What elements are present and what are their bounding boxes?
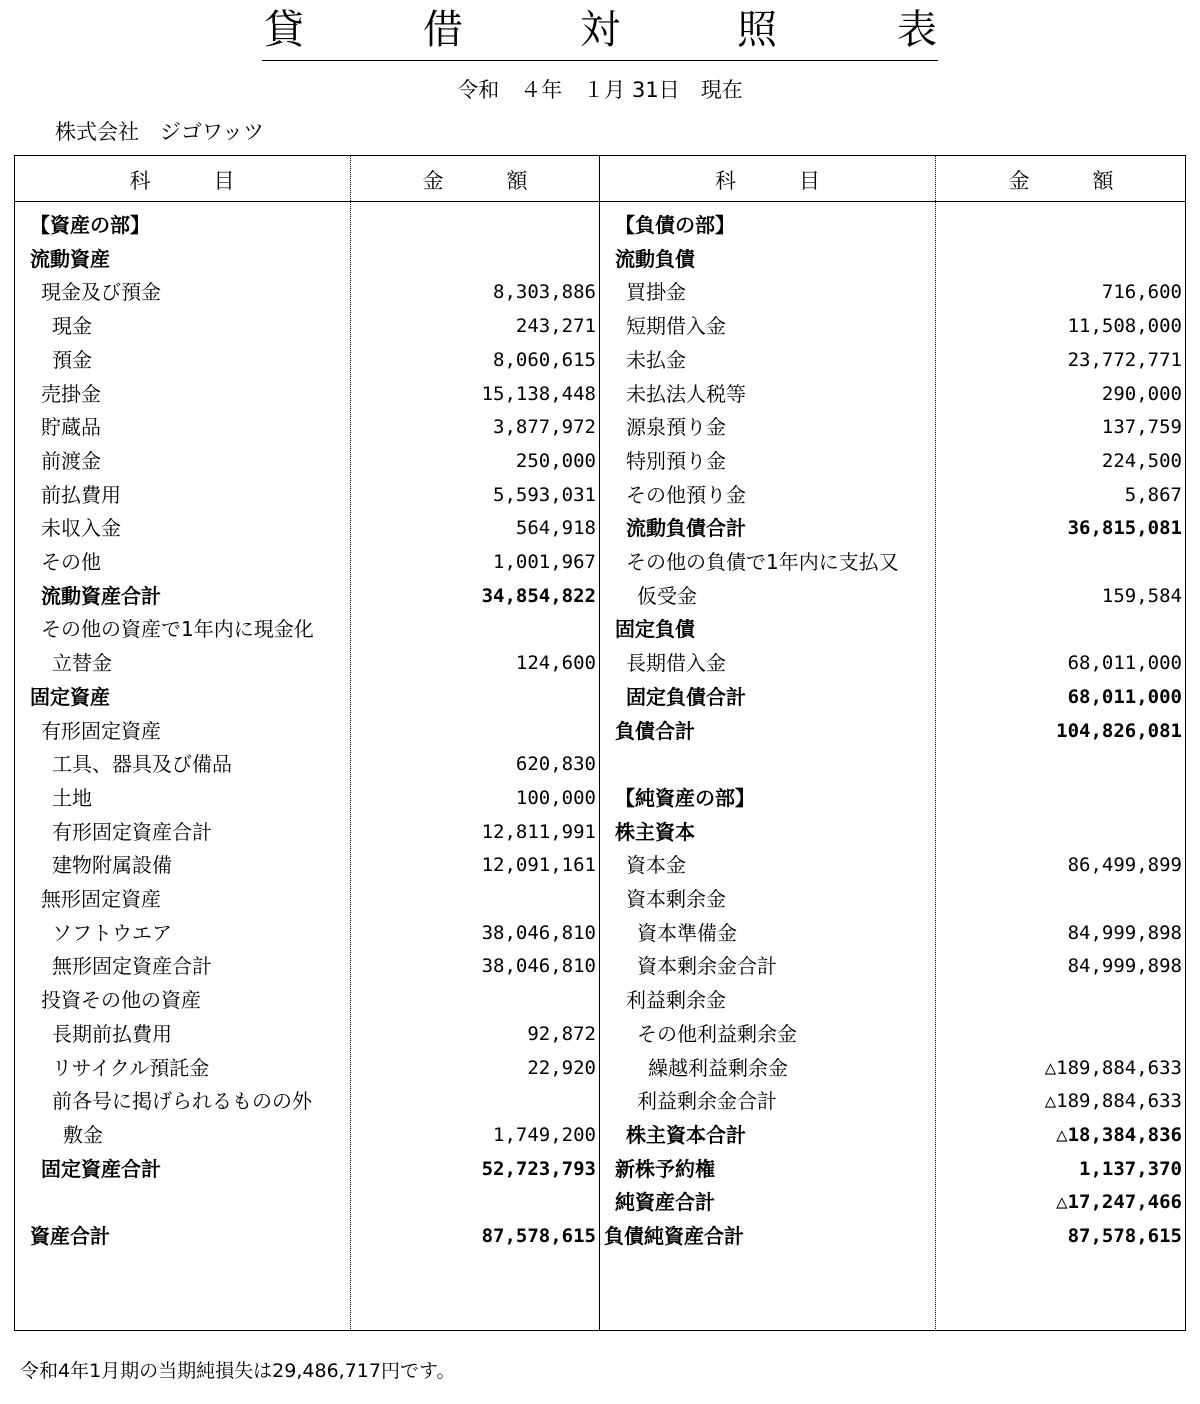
left-row-label: 有形固定資産合計 (52, 819, 212, 844)
right-row-label: 資本金 (626, 853, 686, 878)
right-row-amount: 716,600 (1101, 281, 1182, 304)
right-row-label: 固定負債合計 (626, 684, 746, 709)
right-row-amount: 36,815,081 (1067, 517, 1182, 540)
left-row-amount (352, 209, 596, 241)
right-row-label: 【負債の部】 (615, 213, 735, 237)
title-char: 貸 (264, 7, 304, 53)
right-row-amount: △17,247,466 (1056, 1191, 1182, 1214)
left-row-amount: 52,723,793 (481, 1157, 596, 1180)
right-row-amount (937, 883, 1182, 915)
left-row-amount: 92,872 (527, 1022, 596, 1045)
right-row-label: その他の負債で1年内に支払又 (626, 550, 899, 574)
left-row-label: その他 (41, 550, 101, 574)
left-row-label: 預金 (52, 347, 92, 372)
left-row-label: 現金及び預金 (41, 280, 161, 305)
right-row-label: 流動負債合計 (626, 516, 746, 541)
left-row-label: 立替金 (52, 651, 112, 676)
left-row-label: 前渡金 (41, 448, 101, 473)
left-row-amount: 34,854,822 (481, 584, 596, 607)
left-row-amount: 100,000 (515, 786, 596, 809)
title-char: 借 (423, 7, 463, 53)
right-row-amount: △189,884,633 (1044, 1090, 1182, 1113)
left-row-label: 売掛金 (41, 381, 101, 406)
left-row-amount (352, 243, 596, 275)
company-name: 株式会社 ジゴワッツ (55, 120, 264, 144)
left-row-amount: 15,138,448 (481, 382, 596, 405)
right-row-amount (937, 984, 1182, 1016)
right-row-label: 負債合計 (615, 718, 695, 743)
left-row-amount: 1,001,967 (493, 551, 596, 573)
left-row-label: 建物附属設備 (52, 853, 172, 878)
right-row-amount: 87,578,615 (1067, 1225, 1182, 1247)
left-row-amount (352, 613, 596, 645)
left-row-label: 資産合計 (30, 1224, 110, 1248)
left-row-amount: 620,830 (515, 753, 596, 776)
right-row-label: その他預り金 (626, 482, 746, 507)
left-row-amount (352, 883, 596, 915)
right-row-label: 新株予約権 (615, 1156, 715, 1181)
center-divider (599, 155, 600, 1331)
left-row-label: ソフトウエア (52, 920, 172, 945)
left-row-amount: 12,811,991 (481, 820, 596, 843)
right-row-amount (937, 782, 1182, 814)
right-row-label: 流動負債 (615, 246, 695, 271)
left-row-label: 土地 (52, 785, 92, 810)
right-row-amount: 84,999,898 (1067, 955, 1182, 978)
right-row-amount: 137,759 (1101, 416, 1182, 439)
header-amount-right: 金 額 (1008, 169, 1114, 193)
left-row-label: 【資産の部】 (30, 213, 150, 237)
left-row-amount: 124,600 (515, 652, 596, 675)
left-row-label: 流動資産 (30, 246, 110, 271)
as-of-date: 令和 ４年 １月 31日 現在 (457, 78, 743, 102)
column-divider (350, 155, 351, 1331)
right-row-amount: 68,011,000 (1067, 652, 1182, 675)
column-divider (935, 155, 936, 1331)
right-row-label: 【純資産の部】 (615, 785, 755, 810)
right-row-label: 株主資本合計 (626, 1122, 746, 1147)
left-row-amount: 87,578,615 (481, 1225, 596, 1247)
right-row-label: 長期借入金 (626, 651, 726, 676)
left-row-amount: 12,091,161 (481, 854, 596, 877)
left-row-label: 現金 (52, 314, 92, 339)
left-row-label: 貯蔵品 (41, 415, 101, 440)
left-row-amount: 250,000 (515, 449, 596, 472)
header-subject-left: 科 目 (129, 169, 235, 193)
left-row-label: 長期前払費用 (52, 1021, 172, 1046)
left-row-amount: 8,060,615 (493, 348, 596, 371)
right-row-amount (937, 1018, 1182, 1050)
right-row-amount (937, 613, 1182, 645)
right-row-amount (937, 816, 1182, 848)
left-row-label: 無形固定資産 (41, 887, 161, 911)
left-row-label: 無形固定資産合計 (52, 954, 212, 979)
right-row-label: 短期借入金 (626, 314, 726, 339)
right-row-label: 未払金 (626, 347, 686, 372)
left-row-amount: 8,303,886 (493, 281, 596, 304)
header-divider (14, 201, 1186, 202)
right-row-label: 資本剰余金 (626, 887, 726, 911)
header-subject-right: 科 目 (715, 169, 820, 193)
right-row-amount: 86,499,899 (1067, 854, 1182, 877)
right-row-label: 固定負債 (615, 617, 695, 642)
right-row-amount: 5,867 (1124, 483, 1182, 506)
left-row-label: 前各号に掲げられるものの外 (52, 1089, 312, 1114)
right-row-label: 未払法人税等 (626, 381, 746, 406)
left-row-label: 前払費用 (41, 482, 121, 507)
right-row-amount: 224,500 (1101, 449, 1182, 472)
left-row-amount: 38,046,810 (481, 921, 596, 944)
footnote: 令和4年1月期の当期純損失は29,486,717円です。 (20, 1360, 456, 1382)
right-row-label: 買掛金 (626, 280, 686, 305)
title-char: 照 (737, 7, 777, 53)
left-row-label: その他の資産で1年内に現金化 (41, 617, 314, 642)
left-row-amount: 3,877,972 (493, 416, 596, 439)
left-row-amount: 22,920 (527, 1056, 596, 1079)
right-row-label: 仮受金 (637, 583, 697, 608)
right-row-amount (937, 209, 1182, 241)
right-row-amount: 84,999,898 (1067, 921, 1182, 944)
left-row-label: リサイクル預託金 (52, 1055, 210, 1080)
left-row-amount: 243,271 (515, 315, 596, 338)
left-row-label: 投資その他の資産 (41, 988, 201, 1013)
right-row-label: 純資産合計 (615, 1190, 715, 1215)
right-row-label: 源泉預り金 (626, 415, 726, 440)
title-char: 対 (580, 7, 620, 53)
title-char: 表 (897, 7, 937, 53)
left-row-amount (352, 681, 596, 713)
left-row-label: 敷金 (63, 1122, 103, 1147)
document-title (262, 4, 938, 61)
left-row-label: 固定資産合計 (41, 1156, 161, 1181)
left-row-label: 固定資産 (30, 684, 110, 709)
left-row-label: 有形固定資産 (41, 718, 161, 743)
right-row-amount: 104,826,081 (1056, 719, 1182, 742)
left-row-amount (352, 984, 596, 1016)
right-row-label: 株主資本 (615, 819, 695, 844)
right-row-label: 資本剰余金合計 (637, 954, 777, 979)
left-row-amount (352, 1085, 596, 1117)
right-row-label: その他利益剰余金 (637, 1021, 797, 1046)
right-row-label: 利益剰余金合計 (637, 1089, 777, 1114)
right-row-label: 利益剰余金 (626, 988, 726, 1013)
right-row-label: 負債純資産合計 (604, 1224, 744, 1248)
right-row-amount: 159,584 (1101, 584, 1182, 607)
right-row-label: 特別預り金 (626, 448, 726, 473)
right-row-label: 資本準備金 (637, 920, 737, 945)
right-row-amount: 290,000 (1101, 382, 1182, 405)
right-row-amount: △18,384,836 (1056, 1123, 1182, 1146)
left-row-amount: 564,918 (515, 517, 596, 540)
header-amount-left: 金 額 (422, 169, 528, 193)
left-row-label: 工具、器具及び備品 (52, 752, 232, 777)
left-row-amount (352, 1186, 596, 1218)
right-row-amount: 23,772,771 (1067, 348, 1182, 371)
right-row-amount (937, 546, 1182, 578)
left-row-amount: 5,593,031 (493, 483, 596, 506)
right-row-amount (937, 748, 1182, 780)
right-row-amount: 11,508,000 (1067, 315, 1182, 338)
right-row-label: 繰越利益剰余金 (648, 1055, 788, 1080)
right-row-amount (937, 243, 1182, 275)
right-row-amount: △189,884,633 (1044, 1056, 1182, 1079)
left-row-amount (352, 715, 596, 747)
right-row-amount: 1,137,370 (1079, 1157, 1182, 1180)
left-row-label: 未収入金 (41, 516, 121, 541)
left-row-amount: 1,749,200 (493, 1123, 596, 1146)
right-row-amount: 68,011,000 (1067, 685, 1182, 708)
left-row-amount: 38,046,810 (481, 955, 596, 978)
left-row-label: 流動資産合計 (41, 583, 161, 608)
